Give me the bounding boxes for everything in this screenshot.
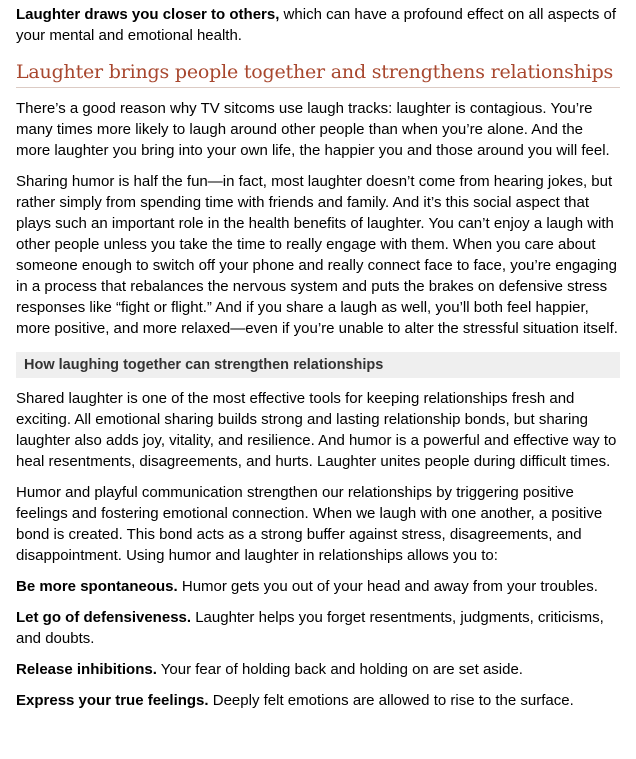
subsection-heading: How laughing together can strengthen relationships <box>16 352 620 378</box>
section-paragraph-2: Sharing humor is half the fun—in fact, most laughter doesn’t come from hearing jokes, but rather simply from spending time with friends and family. And it’s this social aspect that plays such an important role in the health benefits of laughter. You can’t enjoy a laugh with other people unless you take the time to really engage with them. When you care about someone enough to switch off your phone and really connect face to face, you’re engaging in a process that rebalances the nervous system and puts the brakes on defensive stress responses like “fight or flight.” And if you share a laugh as well, you’ll both feel happier, more positive, and more relaxed—even if you’re unable to alter the stressful situation itself. <box>16 173 618 337</box>
benefit-item-text: Humor gets you out of your head and away from your troubles. <box>177 578 598 595</box>
subsection-paragraph-2: Humor and playful communication strengthen our relationships by triggering positive feelings and fostering emotional connection. When we laugh with one another, a positive bond is created. This bond acts as a strong buffer against stress, disagreements, and disappointment. Using humor and laughter in relationships allows you to: <box>16 484 603 564</box>
benefit-item-feelings <box>16 690 620 711</box>
section-heading: Laughter brings people together and strengthens relationships <box>16 60 620 88</box>
subsection-paragraph-1: Shared laughter is one of the most effective tools for keeping relationships fresh and exciting. All emotional sharing builds strong and lasting relationship bonds, but sharing laughter also adds joy, vitality, and resilience. And humor is a powerful and effective way to heal resentments, disagreements, and hurts. Laughter unites people during difficult times. <box>16 390 617 470</box>
benefit-item-bold: Release inhibitions. <box>16 661 157 678</box>
benefit-item-bold: Let go of defensiveness. <box>16 609 192 626</box>
intro-lead-bold: Laughter draws you closer to others, <box>16 6 280 23</box>
intro-paragraph <box>16 4 620 46</box>
intro-lead-text: which can have a profound effect on all aspects of your mental and emotional health. <box>16 6 616 44</box>
benefit-item-text: Your fear of holding back and holding on are set aside. <box>156 661 523 678</box>
benefit-item-bold: Express your true feelings. <box>16 692 209 709</box>
benefit-item-inhibitions <box>16 659 620 680</box>
benefit-item-bold: Be more spontaneous. <box>16 578 178 595</box>
benefit-item-text: Deeply felt emotions are allowed to rise to the surface. <box>208 692 574 709</box>
benefit-item-defensiveness <box>16 607 620 649</box>
benefit-item-spontaneous <box>16 576 620 597</box>
benefit-item-text: Laughter helps you forget resentments, judgments, criticisms, and doubts. <box>16 609 604 647</box>
section-paragraph-1: There’s a good reason why TV sitcoms use laugh tracks: laughter is contagious. You’re many times more likely to laugh around other people than when you’re alone. And the more laughter you bring into your own life, the happier you and those around you will feel. <box>16 100 610 159</box>
